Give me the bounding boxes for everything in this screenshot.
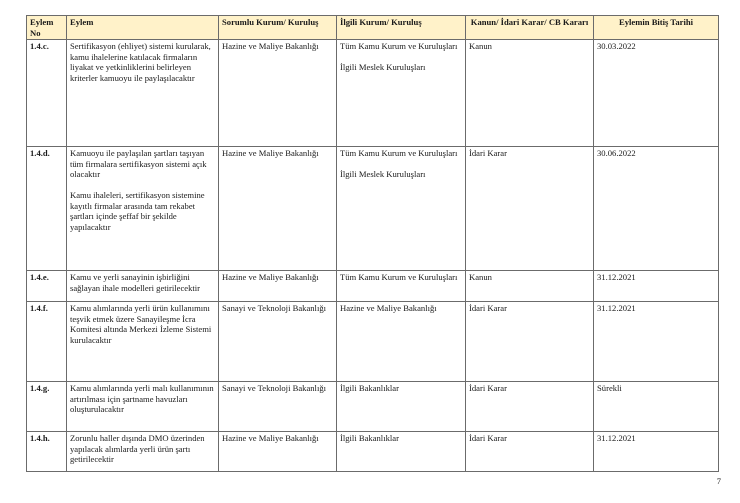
law-cell: İdari Karar [466, 147, 594, 271]
page-number: 7 [716, 476, 721, 486]
related-cell [337, 271, 466, 302]
action-no-cell: 1.4.f. [27, 302, 67, 382]
header-related: İlgili Kurum/ Kuruluş [337, 16, 466, 40]
related-institution: İlgili Bakanlıklar [340, 383, 399, 394]
related-institution: Tüm Kamu Kurum ve Kuruluşları [340, 272, 458, 283]
header-action-no-line1: Eylem [30, 17, 54, 27]
related-institution: Tüm Kamu Kurum ve Kuruluşları [340, 41, 458, 52]
responsible-cell: Sanayi ve Teknoloji Bakanlığı [219, 302, 337, 382]
header-action-no-line2: No [30, 27, 41, 38]
action-cell [67, 302, 219, 382]
related-institution: İlgili Bakanlıklar [340, 433, 399, 444]
responsible-cell: Sanayi ve Teknoloji Bakanlığı [219, 382, 337, 432]
header-action: Eylem [67, 16, 219, 40]
action-text: Sertifikasyon (ehliyet) sistemi kurularak, kamu ihalelerine katılacak firmaların liyakat ve yetkinliklerini belirleyen kriterler kamuoyu ile paylaşılacaktır [70, 41, 211, 83]
action-no-cell: 1.4.h. [27, 432, 67, 472]
law-cell: İdari Karar [466, 382, 594, 432]
law-cell: Kanun [466, 40, 594, 147]
deadline-cell: 30.06.2022 [594, 147, 719, 271]
action-no-cell: 1.4.g. [27, 382, 67, 432]
action-text: Kamu ihaleleri, sertifikasyon sistemine kayıtlı firmalar arasında tam rekabet şartları içinde şeffaf bir şekilde yapılacaktır [70, 189, 205, 232]
responsible-cell: Hazine ve Maliye Bakanlığı [219, 432, 337, 472]
action-text: Kamu alımlarında yerli malı kullanımının artırılması için şartname havuzları oluşturulacaktır [70, 383, 214, 415]
deadline-cell: 30.03.2022 [594, 40, 719, 147]
related-cell [337, 302, 466, 382]
action-cell [67, 271, 219, 302]
law-cell: İdari Karar [466, 302, 594, 382]
header-law: Kanun/ İdari Karar/ CB Kararı [466, 16, 594, 40]
deadline-cell: Sürekli [594, 382, 719, 432]
table-body [27, 40, 719, 472]
table-row [27, 382, 719, 432]
related-institution: İlgili Meslek Kuruluşları [340, 168, 426, 179]
related-cell [337, 382, 466, 432]
table-row [27, 40, 719, 147]
header-deadline: Eylemin Bitiş Tarihi [594, 16, 719, 40]
action-text: Zorunlu haller dışında DMO üzerinden yapılacak alımlarda yerli ürün şartı getirilecektir [70, 433, 205, 465]
action-cell [67, 432, 219, 472]
related-institution: Hazine ve Maliye Bakanlığı [340, 303, 437, 314]
action-no-cell: 1.4.c. [27, 40, 67, 147]
deadline-cell: 31.12.2021 [594, 432, 719, 472]
table-header [27, 16, 719, 40]
table-row [27, 302, 719, 382]
action-cell [67, 382, 219, 432]
action-no-cell: 1.4.e. [27, 271, 67, 302]
action-plan-table [26, 15, 719, 472]
related-institution: Tüm Kamu Kurum ve Kuruluşları [340, 148, 458, 159]
deadline-cell: 31.12.2021 [594, 302, 719, 382]
action-no-cell: 1.4.d. [27, 147, 67, 271]
responsible-cell: Hazine ve Maliye Bakanlığı [219, 147, 337, 271]
responsible-cell: Hazine ve Maliye Bakanlığı [219, 271, 337, 302]
related-cell [337, 40, 466, 147]
table-row [27, 432, 719, 472]
law-cell: İdari Karar [466, 432, 594, 472]
action-cell [67, 147, 219, 271]
action-cell [67, 40, 219, 147]
action-text: Kamu ve yerli sanayinin işbirliğini sağlayan ihale modelleri getirilecektir [70, 272, 201, 293]
header-action-no [27, 16, 67, 40]
related-cell [337, 432, 466, 472]
header-row [27, 16, 719, 40]
law-cell: Kanun [466, 271, 594, 302]
related-cell [337, 147, 466, 271]
header-responsible: Sorumlu Kurum/ Kuruluş [219, 16, 337, 40]
deadline-cell: 31.12.2021 [594, 271, 719, 302]
action-text: Kamu alımlarında yerli ürün kullanımını teşvik etmek üzere Sanayileşme İcra Komitesi altında Merkezi İzleme Sistemi kurulacaktır [70, 303, 212, 345]
action-text: Kamuoyu ile paylaşılan şartları taşıyan tüm firmalara sertifikasyon sistemi açık olacaktır [70, 148, 207, 180]
table-row [27, 147, 719, 271]
responsible-cell: Hazine ve Maliye Bakanlığı [219, 40, 337, 147]
table-row [27, 271, 719, 302]
related-institution: İlgili Meslek Kuruluşları [340, 61, 426, 72]
